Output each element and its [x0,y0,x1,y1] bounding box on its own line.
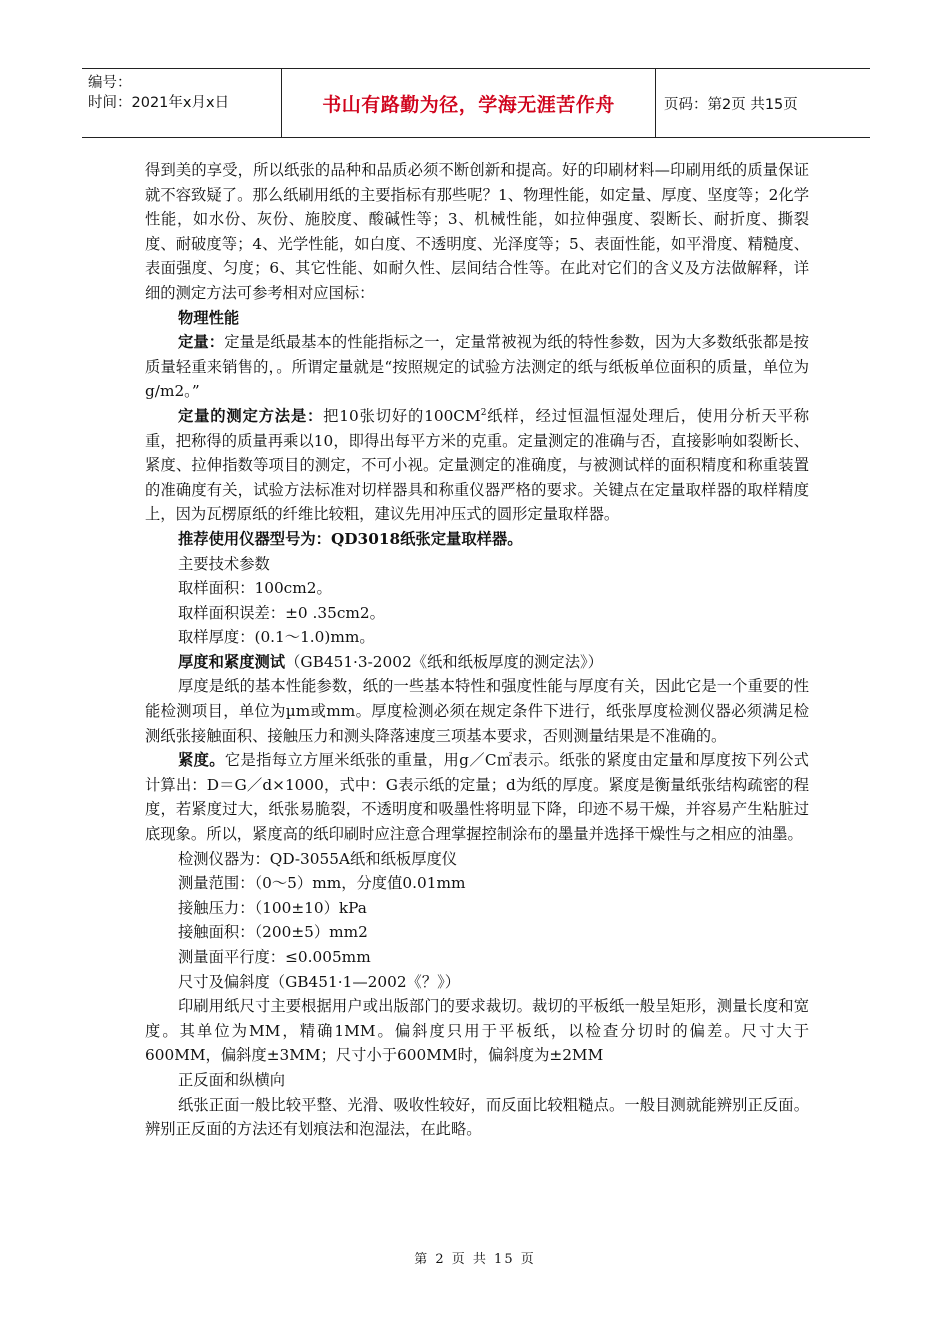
text-basis-weight: 定量是纸最基本的性能指标之一，定量常被视为纸的特性参数，因为大多数纸张都是按质量轻重来销售的，。所谓定量就是“按照规定的试验方法测定的纸与纸板单位面积的质量，单位为g/m2。” [145,333,809,401]
page-footer: 第 2 页 共 15 页 [414,1252,536,1267]
superscript-2: 2 [480,407,487,418]
param-parallelism: 测量面平行度：≤0.005mm [178,948,371,966]
param-pressure: 接触压力：（100±10）kPa [178,898,367,917]
intro-paragraph: 得到美的享受，所以纸张的品种和品质必须不断创新和提高。好的印刷材料—印刷用纸的质量保证就不容致疑了。那么纸刷用纸的主要指标有那些呢？1、物理性能，如定量、厚度、坚度等；2化学性能，如水份、灰份、施胶度、酸碱性等；3、机械性能，如拉伸强度、裂断长、耐折度、撕裂度、耐破度等；4、光学性能，如白度、不透明度、光泽度等；5、表面性能，如平滑度、精糙度、表面强度、匀度；6、其它性能、如耐久性、层间结合性等。在此对它们的含义及方法做解释，详细的测定方法可参考相对应国标： [145,161,809,302]
paragraph-basis-weight [145,330,809,404]
paragraph-method [145,404,809,527]
paragraph-thickness: 厚度是纸的基本性能参数，纸的一些基本特性和强度性能与厚度有关，因此它是一个重要的性能检测项目，单位为µm或mm。厚度检测必须在规定条件下进行，纸张厚度检测仪器必须满足检测纸张接触面积、接触压力和测头降落速度三项基本要求，否则测量结果是不准确的。 [145,677,809,745]
time-label: 时间：2021年x月x日 [88,95,230,111]
header-page-info: 页码：第2页 共15页 [664,96,798,113]
paragraph-density [145,748,809,846]
text-method-b: 纸样，经过恒温恒湿处理后，使用分析天平称重，把称得的质量再乘以10，即得出每平方米的克重。定量测定的准确与否，直接影响如裂断长、紧度、拉伸指数等项目的测定，不可小视。定量测定的准确度，与被测试样的面积精度和称重装置的准确度有关，试验方法标准对切样器具和称重仪器严格的要求。关键点在定量取样器的取样精度上，因为瓦楞原纸的纤维比较粗，建议先用冲压式的圆形定量取样器。 [145,406,809,524]
term-basis-weight: 定量： [178,333,225,352]
param-sample-area: 取样面积：100cm2。 [178,579,332,598]
header-motto: 书山有路勤为径，学海无涯苦作舟 [282,69,656,137]
paragraph-sides: 纸张正面一般比较平整、光滑、吸收性较好，而反面比较粗糙点。一般目测就能辨别正反面。辨别正反面的方法还有划痕法和泡湿法，在此略。 [145,1095,809,1139]
text-density: 它是指每立方厘米纸张的重量，用g／C㎡表示。纸张的紧度由定量和厚度按下列公式计算出：D＝G／d×1000，式中：G表示纸的定量；d为纸的厚度。紧度是衡量纸张结构疏密的程度，若紧度过大，纸张易脆裂，不透明度和吸墨性将明显下降，印迹不易干燥，并容易产生粘脏过底现象。所以，紧度高的纸印刷时应注意合理掌握控制涂布的墨量并选择干燥性与之相应的油墨。 [145,751,809,844]
tech-params-heading: 主要技术参数 [178,554,270,573]
page-header [82,68,870,138]
instrument-line: 检测仪器为：QD-3055A纸和纸板厚度仪 [178,849,458,868]
term-density: 紧度。 [178,751,225,770]
section-heading-thickness [145,650,809,675]
recommended-instrument: 推荐使用仪器型号为：QD3018纸张定量取样器。 [178,529,523,548]
term-method: 定量的测定方法是： [178,406,324,425]
param-sample-thickness: 取样厚度：(0.1～1.0)mm。 [178,628,375,647]
paragraph-size: 印刷用纸尺寸主要根据用户或出版部门的要求裁切。裁切的平板纸一般呈矩形，测量长度和宽度。其单位为MM，精确1MM。偏斜度只用于平板纸，以检查分切时的偏差。尺寸大于600MM，偏斜度±3MM；尺寸小于600MM时，偏斜度为±2MM [145,997,809,1065]
section-heading-physical: 物理性能 [178,308,240,327]
header-meta [82,69,282,137]
heading-thickness-standard: （GB451·3-2002《纸和纸板厚度的测定法》） [285,652,603,671]
number-label: 编号： [88,75,132,91]
text-method-a: 把10张切好的100CM [323,406,481,425]
section-heading-size: 尺寸及偏斜度（GB451·1—2002《？》） [178,972,461,991]
param-range: 测量范围：（0～5）mm，分度值0.01mm [178,874,466,893]
param-contact-area: 接触面积：（200±5）mm2 [178,923,368,942]
section-heading-sides: 正反面和纵横向 [178,1070,286,1089]
document-body [145,158,809,1142]
heading-thickness-bold: 厚度和紧度测试 [178,652,286,671]
param-area-error: 取样面积误差：±0 .35cm2。 [178,603,385,622]
